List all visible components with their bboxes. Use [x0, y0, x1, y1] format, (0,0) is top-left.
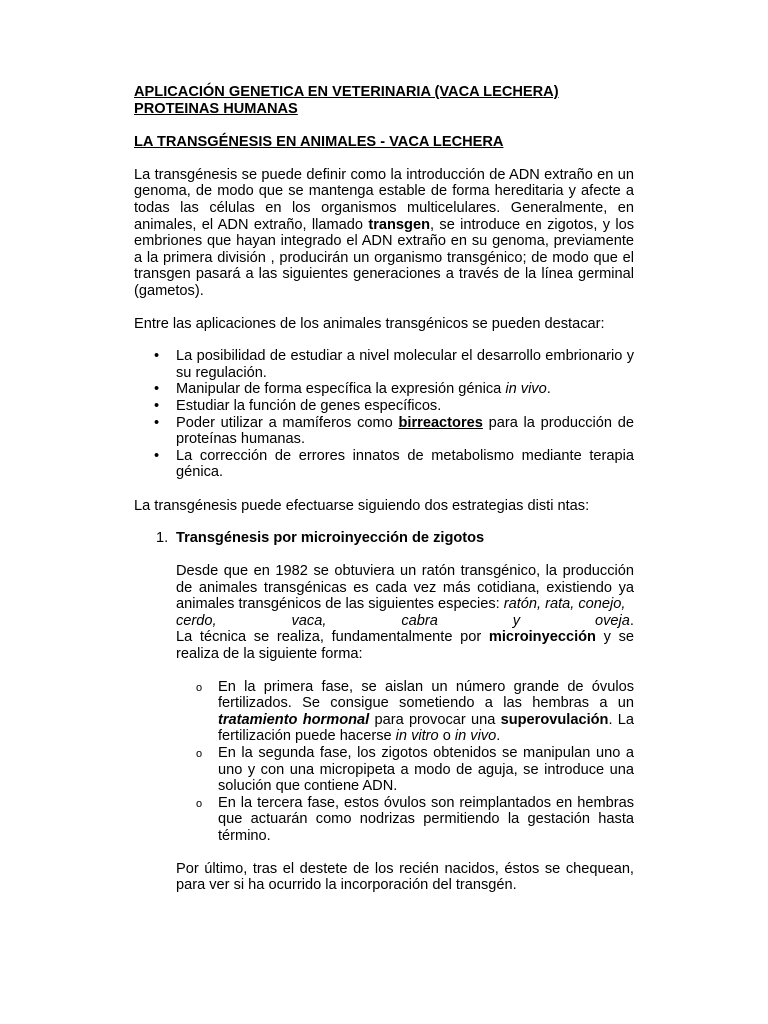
list-item: • La corrección de errores innatos de metabolismo mediante terapia génica. [176, 448, 634, 481]
strategies-intro: La transgénesis puede efectuarse siguiendo dos estrategias disti ntas: [134, 497, 590, 514]
section1-body [134, 563, 634, 894]
term-transgen: transgen [368, 216, 430, 233]
phases-list [176, 679, 634, 845]
list-item: o En la primera fase, se aislan un número grande de óvulos fertilizados. Se consigue sometiendo a las hembras a un tratamiento hormonal para provocar una superovulación. La fertilización puede hacerse in vitro o in vivo. [218, 679, 634, 745]
intro-text-1: La transgénesis se puede definir como la introducción de ADN extraño en un genoma, de modo que se mantenga estable de forma hereditaria y afecte a todas las células en los organismos multicelulares. Generalmente, en animales, el ADN extraño, llamado [134, 166, 634, 233]
section1-paragraph: Desde que en 1982 se obtuviera un ratón transgénico, la producción de animales transgénicas es cada vez más cotidiana, existiendo ya animales transgénicos de las siguientes especies: ratón, rata, conejo, [176, 563, 634, 613]
applications-list [134, 348, 634, 481]
intro-paragraph [134, 167, 634, 300]
technique-paragraph: La técnica se realiza, fundamentalmente por microinyección y se realiza de la siguiente forma: [176, 629, 634, 663]
term-birreactores: birreactores [398, 414, 483, 431]
species-line: cerdo, vaca, cabra y oveja. [176, 612, 634, 629]
list-item: • La posibilidad de estudiar a nivel molecular el desarrollo embrionario y su regulación. [176, 348, 634, 381]
applications-intro: Entre las aplicaciones de los animales transgénicos se pueden destacar: [134, 315, 605, 332]
section-title: LA TRANSGÉNESIS EN ANIMALES - VACA LECHERA [134, 134, 504, 151]
list-item: • Poder utilizar a mamíferos como birreactores para la producción de proteínas humanas. [176, 415, 634, 448]
document-title: APLICACIÓN GENETICA EN VETERINARIA (VACA LECHERA) PROTEINAS HUMANAS [134, 84, 559, 117]
list-item: o En la segunda fase, los zigotos obtenidos se manipulan uno a uno y con una micropipeta a modo de aguja, se introduce una solución que contiene ADN. [218, 745, 634, 795]
numbered-heading: 1. Transgénesis por microinyección de zigotos [156, 530, 485, 547]
list-item: o En la tercera fase, estos óvulos son reimplantados en hembras que actuarán como nodrizas permitiendo la gestación hasta término. [218, 795, 634, 845]
list-item: • Estudiar la función de genes específicos. [176, 398, 634, 415]
term-microinyeccion: microinyección [488, 629, 596, 646]
closing-paragraph: Por último, tras el destete de los recién nacidos, éstos se chequean, para ver si ha ocurrido la incorporación del transgén. [176, 860, 634, 894]
intro-text-2: , se introduce en zigotos, y los embriones que hayan integrado el ADN extraño en su genoma, previamente a la primera división , producirán un organismo transgénico; de modo que el transgen pasará a las siguientes generaciones a través de la línea germinal (gametos). [134, 216, 635, 299]
document-page [134, 84, 634, 910]
list-item: • Manipular de forma específica la expresión génica in vivo. [176, 381, 634, 398]
